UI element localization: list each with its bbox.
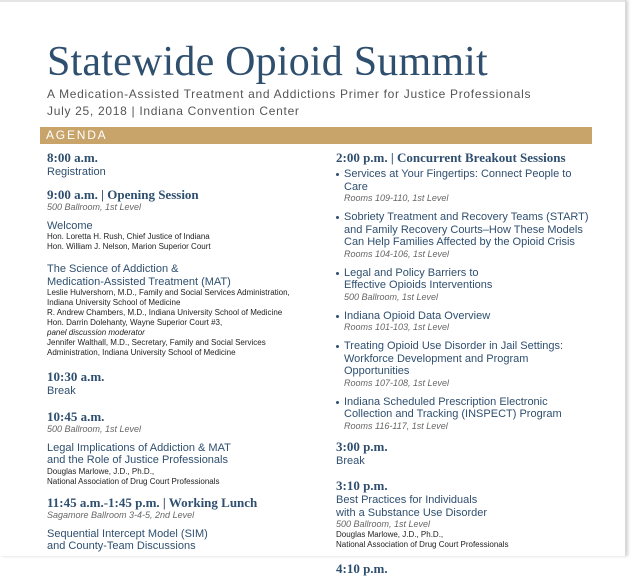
breakout-session xyxy=(336,168,592,204)
time-slot: 4:10 p.m. xyxy=(336,561,388,576)
speaker: Administration, Indiana University School of Medicine xyxy=(47,348,236,357)
breakout-title: Indiana Opioid Data Overview xyxy=(344,309,491,322)
time-slot: 2:00 p.m. | Concurrent Breakout Sessions xyxy=(336,150,566,165)
breakout-title: Workforce Development and Program Opportunities xyxy=(344,352,529,377)
breakout-title: Treating Opioid Use Disorder in Jail Settings: xyxy=(344,340,564,352)
session-title-line: The Science of Addiction & xyxy=(47,263,179,275)
breakout-title: Collection and Tracking (INSPECT) Program xyxy=(344,408,562,420)
time-slot: 10:30 a.m. xyxy=(47,369,105,384)
time-slot: 9:00 a.m. | Opening Session xyxy=(47,186,199,202)
session-location: Rooms 107-108, 1st Level xyxy=(344,377,450,388)
time-slot: 3:00 p.m. xyxy=(336,438,388,454)
session-location: Rooms 101-103, 1st Level xyxy=(344,322,450,332)
speaker: Douglas Marlowe, J.D., Ph.D., xyxy=(336,530,444,539)
agenda-right-column xyxy=(336,150,592,576)
speaker-role: panel discussion moderator xyxy=(47,328,145,337)
session-location: Sagamore Ballroom 3-4-5, 2nd Level xyxy=(47,509,195,520)
session-title: Break xyxy=(47,385,76,397)
breakout-session xyxy=(336,267,592,303)
speaker: Hon. Darrin Dolehanty, Wayne Superior Court #3, xyxy=(47,318,223,327)
speaker: Jennifer Walthall, M.D., Secretary, Family and Social Services xyxy=(47,338,266,347)
session-location: 500 Ballroom, 1st Level xyxy=(336,519,431,529)
agenda-label: AGENDA xyxy=(46,128,108,142)
session-location: 500 Ballroom, 1st Level xyxy=(47,423,142,434)
breakout-title: and Family Recovery Courts–How These Models xyxy=(344,223,583,236)
session-title-line: and the Role of Justice Professionals xyxy=(47,454,228,466)
breakout-session-list xyxy=(336,168,592,432)
speaker: Hon. Loretta H. Rush, Chief Justice of Indiana xyxy=(47,232,210,241)
top-divider xyxy=(0,0,625,2)
session-title: Registration xyxy=(47,166,106,178)
session-title-line: Medication-Assisted Treatment (MAT) xyxy=(47,275,231,288)
session-title xyxy=(47,442,327,467)
agenda-left-column xyxy=(47,150,327,553)
breakout-session xyxy=(336,211,592,260)
breakout-session xyxy=(336,340,592,389)
breakout-title: Sobriety Treatment and Recovery Teams (START) xyxy=(344,211,589,223)
session-title-line: Sequential Intercept Model (SIM) xyxy=(47,527,208,540)
breakout-session xyxy=(336,310,592,334)
speaker: Hon. William J. Nelson, Marion Superior Court xyxy=(47,242,211,251)
session-location: Rooms 109-110, 1st Level xyxy=(344,193,449,203)
agenda-banner xyxy=(40,127,592,144)
breakout-title: Services at Your Fingertips: Connect People to Care xyxy=(344,168,572,193)
session-title-line: Best Practices for Individuals xyxy=(336,494,478,506)
time-slot: 8:00 a.m. xyxy=(47,150,98,165)
session-location: Rooms 104-106, 1st Level xyxy=(344,248,450,259)
breakout-title: Can Help Families Affected by the Opioid Crisis xyxy=(344,236,575,248)
breakout-title: Effective Opioids Interventions xyxy=(344,279,493,291)
speaker: Douglas Marlowe, J.D., Ph.D., xyxy=(47,466,155,476)
session-location: Rooms 116-117, 1st Level xyxy=(344,420,448,431)
time-slot: 10:45 a.m. xyxy=(47,408,105,424)
session-title xyxy=(47,263,327,288)
page-subtitle: A Medication-Assisted Treatment and Addictions Primer for Justice Professionals xyxy=(47,87,532,101)
speaker: National Association of Drug Court Professionals xyxy=(336,540,509,549)
speaker: National Association of Drug Court Professionals xyxy=(47,476,220,486)
breakout-title: Indiana Scheduled Prescription Electronic xyxy=(344,395,548,408)
speaker: R. Andrew Chambers, M.D., Indiana University School of Medicine xyxy=(47,308,283,317)
speaker: Leslie Hulvershorn, M.D., Family and Social Services Administration, xyxy=(47,288,290,297)
session-location: 500 Ballroom, 1st Level xyxy=(47,201,142,212)
session-title: Welcome xyxy=(47,219,93,232)
time-slot: 11:45 a.m.-1:45 p.m. | Working Lunch xyxy=(47,494,258,510)
session-title-line: with a Substance Use Disorder xyxy=(336,506,488,519)
session-location: 500 Ballroom, 1st Level xyxy=(344,291,439,302)
breakout-title: Legal and Policy Barriers to xyxy=(344,266,479,279)
speaker: Indiana University School of Medicine xyxy=(47,298,181,307)
breakout-session xyxy=(336,396,592,432)
session-title-line: Legal Implications of Addiction & MAT xyxy=(47,441,231,454)
session-title: Break xyxy=(336,454,365,467)
event-date-location: July 25, 2018 | Indiana Convention Center xyxy=(47,104,300,118)
page-title: Statewide Opioid Summit xyxy=(47,39,488,85)
session-title xyxy=(336,494,592,519)
session-title-line: and County-Team Discussions xyxy=(47,540,196,552)
session-title xyxy=(47,528,327,553)
time-slot: 3:10 p.m. xyxy=(336,478,388,493)
